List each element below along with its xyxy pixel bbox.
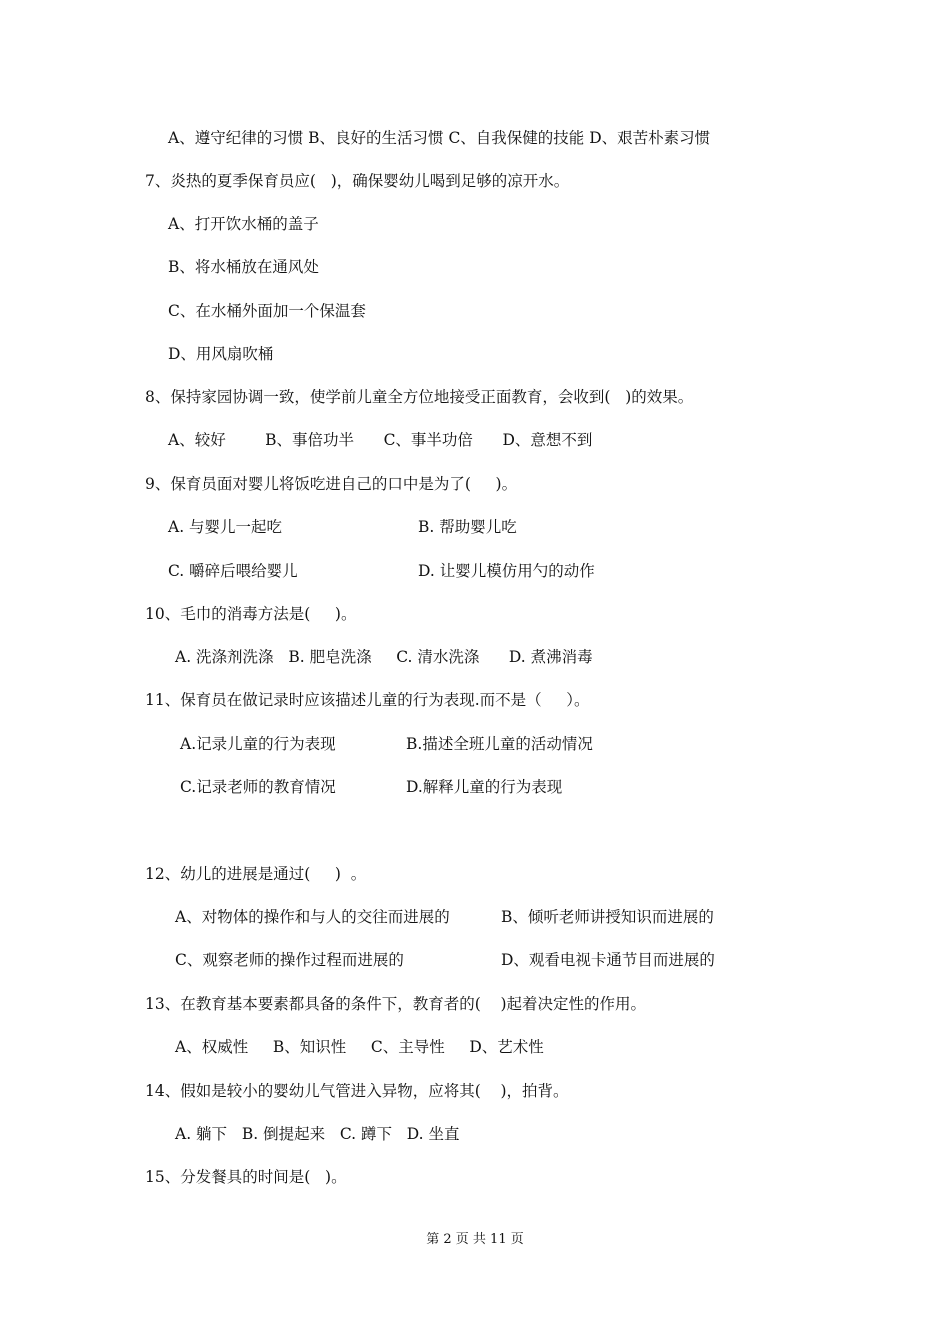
q9-option-c: C. 嚼碎后喂给婴儿 xyxy=(168,562,298,580)
q11-option-d: D.解释儿童的行为表现 xyxy=(406,778,563,796)
q10-question: 10、毛巾的消毒方法是( )。 xyxy=(145,605,357,623)
q7-option-d: D、用风扇吹桶 xyxy=(168,345,274,363)
q7-option-b: B、将水桶放在通风处 xyxy=(168,258,319,276)
q9-option-b: B. 帮助婴儿吃 xyxy=(418,518,517,536)
q11-option-a: A.记录儿童的行为表现 xyxy=(180,735,336,753)
q13-options: A、权威性 B、知识性 C、主导性 D、艺术性 xyxy=(175,1038,544,1056)
q14-options: A. 躺下 B. 倒提起来 C. 蹲下 D. 坐直 xyxy=(175,1125,460,1143)
q7-question: 7、炎热的夏季保育员应( )，确保婴幼儿喝到足够的凉开水。 xyxy=(145,172,570,190)
q9-question: 9、保育员面对婴儿将饭吃进自己的口中是为了( )。 xyxy=(145,475,518,493)
q7-option-a: A、打开饮水桶的盖子 xyxy=(168,215,319,233)
q11-question: 11、保育员在做记录时应该描述儿童的行为表现.而不是（ ）。 xyxy=(145,691,590,709)
q12-option-a: A、对物体的操作和与人的交往而进展的 xyxy=(175,908,450,926)
q13-question: 13、在教育基本要素都具备的条件下，教育者的( )起着决定性的作用。 xyxy=(145,995,647,1013)
q11-option-c: C.记录老师的教育情况 xyxy=(180,778,336,796)
q11-option-b: B.描述全班儿童的活动情况 xyxy=(406,735,593,753)
q15-question: 15、分发餐具的时间是( )。 xyxy=(145,1168,347,1186)
q14-question: 14、假如是较小的婴幼儿气管进入异物，应将其( )，拍背。 xyxy=(145,1082,569,1100)
q12-option-c: C、观察老师的操作过程而进展的 xyxy=(175,951,404,969)
q8-options: A、较好 B、事倍功半 C、事半功倍 D、意想不到 xyxy=(168,431,593,449)
q12-option-b: B、倾听老师讲授知识而进展的 xyxy=(501,908,714,926)
q12-question: 12、幼儿的进展是通过( ) 。 xyxy=(145,865,367,883)
q9-option-d: D. 让婴儿模仿用勺的动作 xyxy=(418,562,595,580)
q7-option-c: C、在水桶外面加一个保温套 xyxy=(168,302,366,320)
q6-options: A、遵守纪律的习惯 B、良好的生活习惯 C、自我保健的技能 D、艰苦朴素习惯 xyxy=(168,129,711,147)
q9-option-a: A. 与婴儿一起吃 xyxy=(168,518,283,536)
q8-question: 8、保持家园协调一致，使学前儿童全方位地接受正面教育，会收到( )的效果。 xyxy=(145,388,694,406)
q12-option-d: D、观看电视卡通节目而进展的 xyxy=(501,951,715,969)
page-number-footer: 第 2 页 共 11 页 xyxy=(426,1232,524,1247)
q10-options: A. 洗涤剂洗涤 B. 肥皂洗涤 C. 清水洗涤 D. 煮沸消毒 xyxy=(175,648,593,666)
